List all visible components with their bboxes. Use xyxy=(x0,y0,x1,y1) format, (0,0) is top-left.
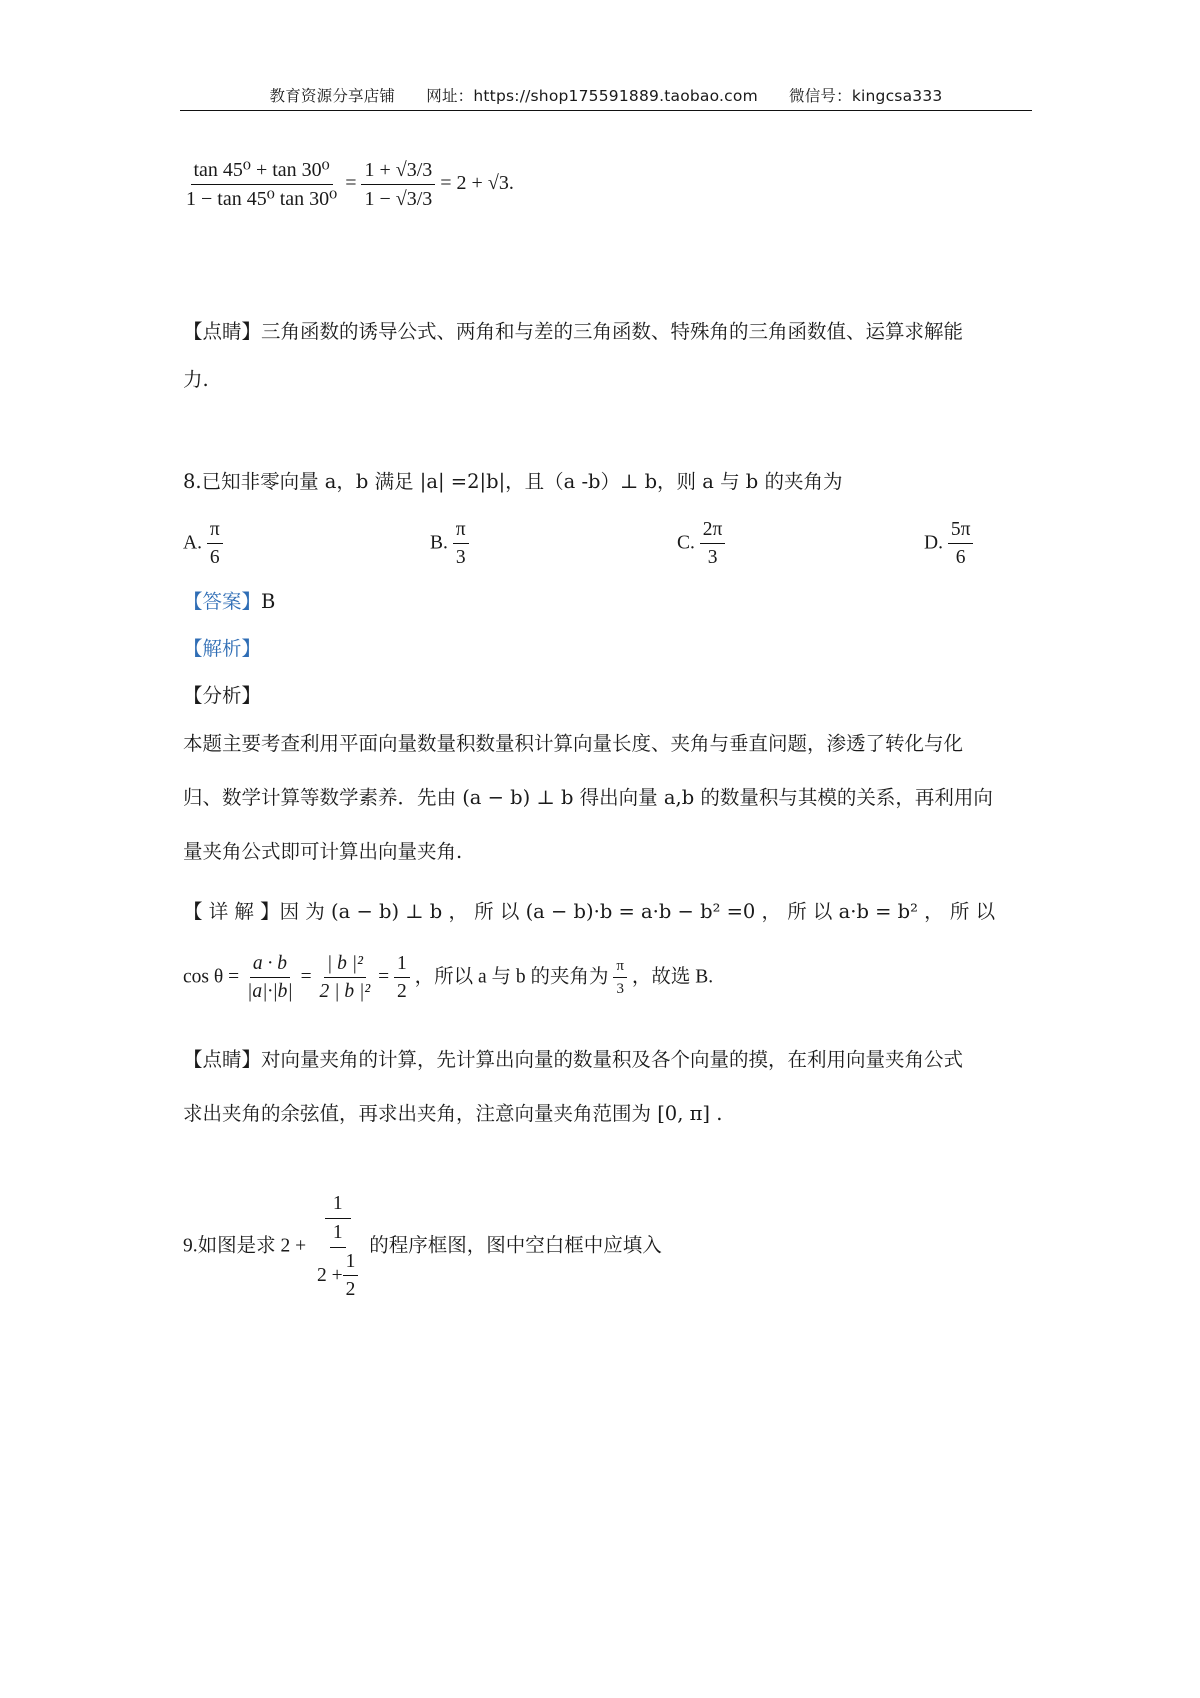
fenxi-text-1: 本题主要考查利用平面向量数量积数量积计算向量长度、夹角与垂直问题，渗透了转化与化 xyxy=(183,732,964,755)
choice-label: B. xyxy=(430,532,448,554)
q8-detail-line-1 xyxy=(183,896,995,924)
frac-num: 5π xyxy=(948,518,974,544)
frac-den: 2 | b |² xyxy=(319,981,371,1003)
cf-top: 1 xyxy=(325,1192,351,1219)
q8-fenxi-tag xyxy=(183,680,261,708)
cf-mid-num: 1 xyxy=(330,1221,346,1247)
q8-fenxi-line-3 xyxy=(183,836,462,864)
frac-num: π xyxy=(207,518,223,544)
q8-choice-c xyxy=(677,518,725,570)
q7-rhs-den: 1 − √3/3 xyxy=(364,188,433,210)
cf-inner-num: 1 xyxy=(343,1250,359,1276)
q7-note-line-1 xyxy=(183,316,963,344)
frac-den: 3 xyxy=(455,547,466,569)
cos-tail: ，所以 a 与 b 的夹角为 xyxy=(414,966,609,988)
cf-mid-den xyxy=(314,1248,361,1302)
q7-result: = 2 + √3. xyxy=(440,172,514,195)
choice-label: A. xyxy=(183,532,202,554)
q7-note-tag: 【点睛】 xyxy=(183,320,262,343)
dianjing-text-1: 对向量夹角的计算，先计算出向量的数量积及各个向量的摸，在利用向量夹角公式 xyxy=(261,1048,964,1071)
q8-stem xyxy=(183,466,842,494)
q8-choice-d xyxy=(924,518,973,570)
cos-angle-frac xyxy=(613,957,627,998)
cf-inner-frac xyxy=(343,1250,359,1302)
frac-num: π xyxy=(453,518,469,544)
fenxi-text-3: 量夹角公式即可计算出向量夹角. xyxy=(183,840,463,863)
frac-num: π xyxy=(613,957,627,978)
choice-fraction xyxy=(700,518,726,570)
cf-inner-prefix: 2 + xyxy=(317,1264,343,1286)
dianjing-text-2: 求出夹角的余弦值，再求出夹角，注意向量夹角范围为 [0, π] . xyxy=(183,1102,723,1125)
q8-analysis-tag xyxy=(183,633,261,661)
page-header xyxy=(180,84,1032,106)
answer-tag: 【答案】 xyxy=(183,590,262,613)
q8-fenxi-line-2 xyxy=(183,782,993,810)
cos-frac-3 xyxy=(394,952,410,1004)
q7-note-text-2: 力. xyxy=(183,368,209,391)
q7-lhs-fraction xyxy=(183,158,340,211)
choice-fraction xyxy=(453,518,469,570)
cos-frac-1 xyxy=(244,952,296,1004)
frac-den: |a|·|b| xyxy=(246,981,293,1003)
q7-rhs-fraction xyxy=(361,158,435,211)
frac-num: a · b xyxy=(250,952,290,978)
q8-cos-formula: cos θ = $\frac{a \cdot b}{|a|\cdot|b|}$ = $\frac{\text{| b |²}}{\text{2 | b |²}}$ = $\frac{1}{2}$ ，所以 a 与 b 的夹角为 $\frac{\pi}{3}$ ，故选 B. xyxy=(183,953,714,1003)
frac-num: 1 xyxy=(394,952,410,978)
q7-lhs-den: 1 − tan 45⁰ tan 30⁰ xyxy=(186,188,338,210)
q7-note-line-2 xyxy=(183,364,209,392)
q8-answer xyxy=(183,586,275,614)
shop-name: 教育资源分享店铺 xyxy=(269,87,396,105)
frac-den: 6 xyxy=(209,547,220,569)
detail-tag: 【 详 解 】 xyxy=(183,900,280,923)
cf-inner-den: 2 xyxy=(345,1279,356,1301)
shop-url[interactable]: https://shop175591889.taobao.com xyxy=(473,87,758,105)
frac-den: 2 xyxy=(397,981,407,1003)
q7-lhs-num: tan 45⁰ + tan 30⁰ xyxy=(191,158,333,185)
analysis-tag: 【解析】 xyxy=(183,637,262,660)
q8-choice-a xyxy=(183,518,223,570)
frac-den: 6 xyxy=(955,547,966,569)
cos-end: ，故选 B. xyxy=(631,966,714,988)
q9-continued-fraction xyxy=(311,1192,364,1302)
frac-num: 2π xyxy=(700,518,726,544)
header-rule xyxy=(180,110,1032,111)
q7-rhs-num: 1 + √3/3 xyxy=(361,158,435,185)
q8-fenxi-line-1 xyxy=(183,728,963,756)
wechat-id: kingcsa333 xyxy=(851,87,943,105)
detail-text-1: 因 为 (a − b) ⊥ b ， 所 以 (a − b)·b = a·b − b² =0 ， 所 以 a·b = b² ， 所 以 xyxy=(279,900,996,923)
cos-lhs: cos θ = xyxy=(183,966,240,988)
q8-stem-text: 8.已知非零向量 a，b 满足 |a| =2|b|，且（a -b）⊥ b，则 a 与 b 的夹角为 xyxy=(183,470,843,493)
choice-label: C. xyxy=(677,532,695,554)
frac-den: 3 xyxy=(616,981,624,998)
q8-dianjing-line-2 xyxy=(183,1098,722,1126)
fenxi-text-2: 归、数学计算等数学素养．先由 (a − b) ⊥ b 得出向量 a,b 的数量积与其模的关系，再利用向 xyxy=(183,786,993,809)
q8-dianjing-line-1 xyxy=(183,1044,963,1072)
cf-mid-frac xyxy=(314,1221,361,1301)
frac-den: 3 xyxy=(707,547,718,569)
choice-label: D. xyxy=(924,532,943,554)
q7-formula: $\frac{\text{tan 45⁰ + tan 30⁰}}{\text{1 − tan 45⁰ tan 30⁰}}$ = $\frac{1 + √3/3}{1 - √3/3}$ = 2 + √3. xyxy=(183,158,514,211)
cf-bottom xyxy=(311,1219,364,1301)
q9-stem xyxy=(183,1192,662,1302)
q9-prefix: 9.如图是求 2 + xyxy=(183,1235,307,1257)
choice-fraction xyxy=(948,518,974,570)
choice-fraction xyxy=(207,518,223,570)
fenxi-tag: 【分析】 xyxy=(183,684,262,707)
cos-frac-2 xyxy=(317,952,374,1004)
q9-suffix: 的程序框图，图中空白框中应填入 xyxy=(369,1235,662,1257)
q8-choice-b xyxy=(430,518,469,570)
answer-value: B xyxy=(261,590,276,613)
frac-num: | b |² xyxy=(324,952,366,978)
wechat-label: 微信号： xyxy=(789,87,852,105)
dianjing-tag: 【点睛】 xyxy=(183,1048,262,1071)
url-label: 网址： xyxy=(426,87,474,105)
q7-note-text-1: 三角函数的诱导公式、两角和与差的三角函数、特殊角的三角函数值、运算求解能 xyxy=(261,320,964,343)
